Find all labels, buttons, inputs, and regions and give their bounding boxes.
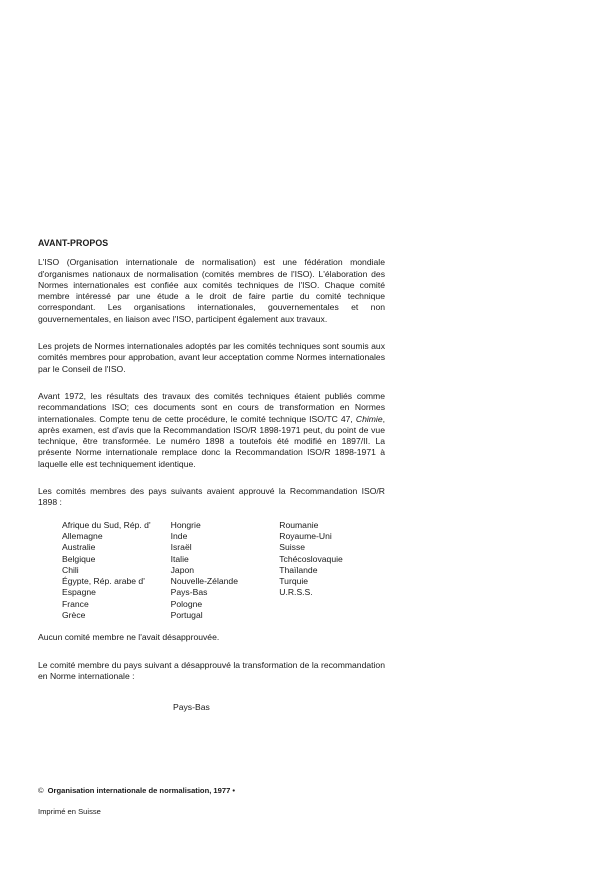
paragraph-no-disapproval: Aucun comité membre ne l'avait désapprouvée. (38, 632, 220, 643)
country-item: Espagne (62, 587, 96, 598)
country-item: Italie (170, 553, 189, 564)
country-item: Roumanie (279, 519, 319, 530)
foreword-section (38, 238, 385, 714)
country-item: Thaïlande (279, 564, 318, 575)
copyright-text: Organisation internationale de normalisation, 1977 • (47, 786, 236, 795)
country-item: Pologne (170, 598, 203, 609)
country-item: Royaume-Uni (279, 530, 332, 541)
country-item: Hongrie (170, 519, 201, 530)
paragraph-history (38, 391, 385, 470)
paragraph-approvers: Les comités membres des pays suivants avaient approuvé la Recommandation ISO/R 1898 : (38, 486, 385, 508)
country-column-3 (279, 520, 385, 622)
history-text-b: , après examen, est d'avis que la Recommandation ISO/R 1898-1971 peut, du point de vue technique, être transformée. Le numéro 1898 a toutefois été modifié en 1897/II. La présente Norme internationale remplace donc la Recommandation ISO/R 1898-1971 à laquelle elle est techniquement identique. (38, 413, 385, 469)
country-item: Allemagne (62, 530, 103, 541)
country-item: Japon (170, 564, 195, 575)
country-item: Nouvelle-Zélande (170, 576, 238, 587)
paragraph-disapproval: Le comité membre du pays suivant a désapprouvé la transformation de la recommandation en Norme internationale : (38, 659, 385, 681)
paragraph-iso-intro: L'ISO (Organisation internationale de normalisation) est une fédération mondiale d'organismes nationaux de normalisation (comités membres de l'ISO). L'élaboration des Normes internationales est confiée aux comités techniques de l'ISO. Chaque comité membre intéressé par une étude a le droit de faire partie du comité technique correspondant. Les organisations internationales, gouvernementales et non gouvernementales, en liaison avec l'ISO, participent également aux travaux. (38, 257, 385, 324)
paragraph-draft-approval: Les projets de Normes internationales adoptés par les comités techniques sont soumis aux comités membres pour approbation, avant leur acceptation comme Normes internationales par le Conseil de l'ISO. (38, 341, 385, 374)
country-list (62, 520, 385, 622)
country-item: Grèce (62, 610, 86, 621)
country-column-2 (171, 520, 280, 622)
country-item: Inde (170, 530, 188, 541)
section-heading: AVANT-PROPOS (38, 238, 109, 248)
country-item: Portugal (170, 610, 203, 621)
country-item: U.R.S.S. (279, 587, 313, 598)
country-item: Suisse (279, 542, 306, 553)
disapproving-country: Pays-Bas (173, 702, 210, 713)
copyright-symbol: © (38, 786, 44, 795)
country-item: Australie (62, 542, 96, 553)
country-item: Chili (62, 564, 79, 575)
country-item: Israël (170, 542, 192, 553)
printed-in: Imprimé en Suisse (38, 807, 101, 816)
country-item: Belgique (62, 553, 96, 564)
country-column-1 (62, 520, 171, 622)
country-item: Tchécoslovaquie (279, 553, 343, 564)
country-item: Afrique du Sud, Rép. d' (62, 519, 151, 530)
country-item: Turquie (279, 576, 309, 587)
country-item: Égypte, Rép. arabe d' (62, 576, 145, 587)
country-item: Pays-Bas (170, 587, 208, 598)
copyright-line (38, 786, 235, 795)
country-item: France (62, 598, 89, 609)
committee-name: Chimie (355, 413, 383, 424)
history-text-a: Avant 1972, les résultats des travaux des comités techniques étaient publiés comme recommandations ISO; ces documents sont en cours de transformation en Normes internationales. Compte tenu de cette procédure, le comité technique ISO/TC 47, (38, 390, 385, 424)
